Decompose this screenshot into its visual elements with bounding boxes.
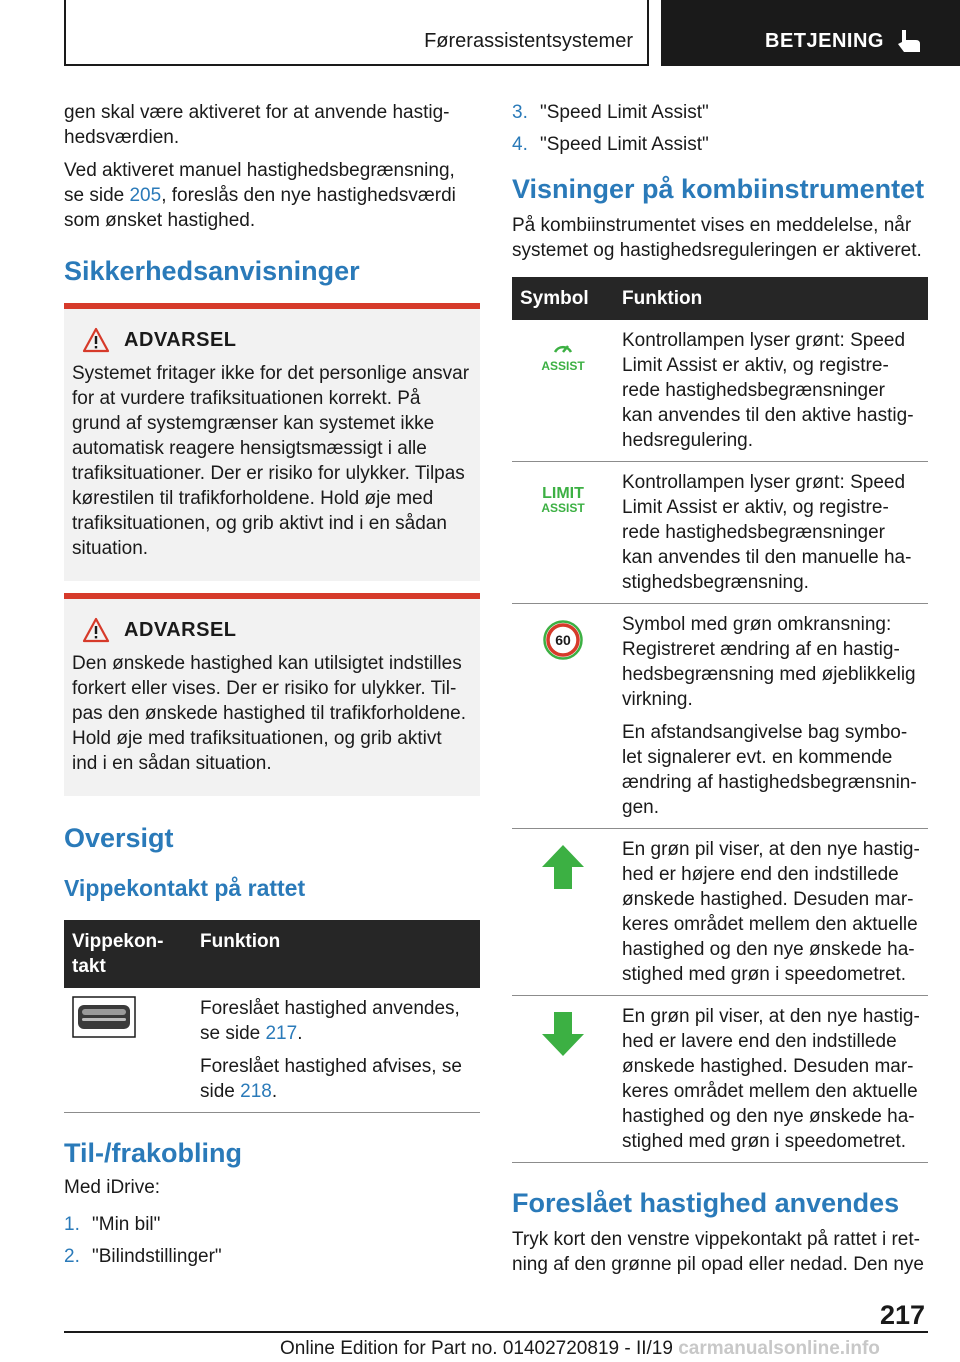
heading-onoff: Til-/frakobling: [64, 1138, 243, 1168]
list-item: 4. "Speed Limit Assist": [512, 134, 709, 155]
speed-assist-icon: [538, 340, 588, 374]
warning-triangle-icon: [82, 327, 110, 353]
warning-title: ADVARSEL: [124, 328, 237, 351]
header-chapter-box: [64, 0, 649, 66]
speed-limit-value: 60: [555, 632, 571, 648]
assist-label: ASSIST: [541, 359, 585, 373]
limit-label: LIMIT: [542, 485, 584, 502]
page-link-205[interactable]: 205: [129, 185, 162, 206]
symbol-description: En grøn pil viser, at den nye hastighed er højere end den indstillede ønskede hastighed. Desuden markeres området mellem den aktuelle hastighed og den nye ønskede hastighed med grøn i speedometret.: [614, 829, 928, 996]
table-row: [512, 829, 928, 996]
green-arrow-up-icon: [540, 843, 586, 891]
display-intro: På kombiinstrumentet vises en meddelelse, når systemet og hastighedsreguleringen er aktiveret.: [512, 215, 922, 261]
table-header: Vippekontakt: [64, 920, 192, 988]
intro-paragraph: gen skal være aktiveret for at anvende hastighedsværdien.: [64, 102, 450, 148]
idrive-label: Med iDrive:: [64, 1177, 161, 1198]
hand-pointer-icon: [896, 28, 922, 54]
warning-triangle-icon: [82, 617, 110, 643]
warning-text: Den ønskede hastighed kan utilsigtet indstilles forkert eller vises. Der er risiko for ulykker. Tilpas den ønskede hastighed til trafikforholdene. Hold øje med trafiksituationen, og grib aktivt ind i en sådan situation.: [72, 653, 466, 774]
warning-title: ADVARSEL: [124, 618, 237, 641]
limit-assist-icon: [538, 482, 588, 516]
page-number: 217: [880, 1300, 926, 1330]
page-link-218[interactable]: 218: [240, 1081, 272, 1102]
table-row: [512, 462, 928, 604]
heading-applied: Foreslået hastighed anvendes: [512, 1188, 900, 1218]
list-item: 3. "Speed Limit Assist": [512, 102, 709, 123]
applied-text: Tryk kort den venstre vippekontakt på rattet i retning af den grønne pil opad eller nedad. Den nye: [512, 1229, 924, 1275]
symbol-table: [512, 277, 928, 1163]
heading-rocker: Vippekontakt på rattet: [64, 875, 306, 901]
footer-site[interactable]: carmanualsonline.info: [678, 1338, 880, 1359]
warning-box-2: [64, 593, 480, 796]
heading-display: Visninger på kombiinstrumentet: [512, 174, 925, 204]
symbol-description: Symbol med grøn omkransning: Registreret ændring af en hastighedsbegrænsning med øjeblikkelig virkning.: [622, 614, 916, 710]
rocker-function-2: Foreslået hastighed afvises, se side 218.: [200, 1056, 462, 1102]
table-row: [64, 988, 480, 1113]
right-column: [512, 100, 928, 1285]
assist-label: ASSIST: [541, 501, 585, 515]
header-chapter-title: Førerassistentsystemer: [424, 30, 633, 52]
symbol-description: Kontrollampen lyser grønt: Speed Limit Assist er aktiv, og registrerede hastighedsbegrænsninger kan anvendes til den aktive hastighedsregulering.: [614, 320, 928, 462]
table-row: [512, 604, 928, 829]
warning-text: Systemet fritager ikke for det personlige ansvar for at vurdere trafiksituationen korrekt. På grund af systemgrænser kan systemet ikke automatisk reagere hensigtsmæssigt i alle trafiksituationer. Der er risiko for ulykker. Tilpas kørestilen til trafikforholdene. Hold øje med trafiksituationen, og grib aktivt ind i en sådan situation.: [72, 363, 470, 559]
header-section-box: [661, 0, 960, 66]
table-row: [512, 320, 928, 462]
warning-box-1: [64, 303, 480, 581]
symbol-description: En grøn pil viser, at den nye hastighed er lavere end den indstillede ønskede hastighed. Desuden markeres området mellem den aktuelle hastighed og den nye ønskede hastighed med grøn i speedometret.: [614, 996, 928, 1163]
table-row: [512, 996, 928, 1163]
list-item: 1. "Min bil": [64, 1214, 161, 1235]
steps-list-right: [512, 100, 928, 157]
table-header: Funktion: [614, 277, 928, 320]
heading-safety: Sikkerhedsanvisninger: [64, 256, 360, 286]
green-arrow-down-icon: [540, 1010, 586, 1058]
footer-edition: Online Edition for Part no. 01402720819 - II/19 carmanualsonline.info: [280, 1338, 880, 1359]
rocker-table: [64, 920, 480, 1113]
heading-overview: Oversigt: [64, 823, 174, 853]
footer-divider: [64, 1331, 928, 1333]
rocker-function-1: Foreslået hastighed anvendes, se side 217.: [200, 998, 460, 1044]
header-section-title: BETJENING: [765, 30, 884, 52]
intro-paragraph-2: Ved aktiveret manuel hastighedsbegrænsning, se side 205, foreslås den nye hastighedsværdi som ønsket hastighed.: [64, 160, 456, 231]
symbol-description: Kontrollampen lyser grønt: Speed Limit Assist er aktiv, og registrerede hastighedsbegrænsninger kan anvendes til den manuelle hastighedsbegrænsning.: [614, 462, 928, 604]
table-header: Symbol: [512, 277, 614, 320]
symbol-description: En afstandsangivelse bag symbolet signalerer evt. en kommende ændring af hastighedsbegrænsningen.: [622, 722, 917, 818]
left-column: [64, 100, 480, 1276]
speed-limit-sign-icon: [543, 620, 583, 660]
list-item: 2. "Bilindstillinger": [64, 1246, 222, 1267]
rocker-switch-icon: [72, 996, 136, 1038]
steps-list-left: [64, 1212, 480, 1269]
page-link-217[interactable]: 217: [265, 1023, 298, 1044]
table-header: Funktion: [192, 920, 480, 988]
